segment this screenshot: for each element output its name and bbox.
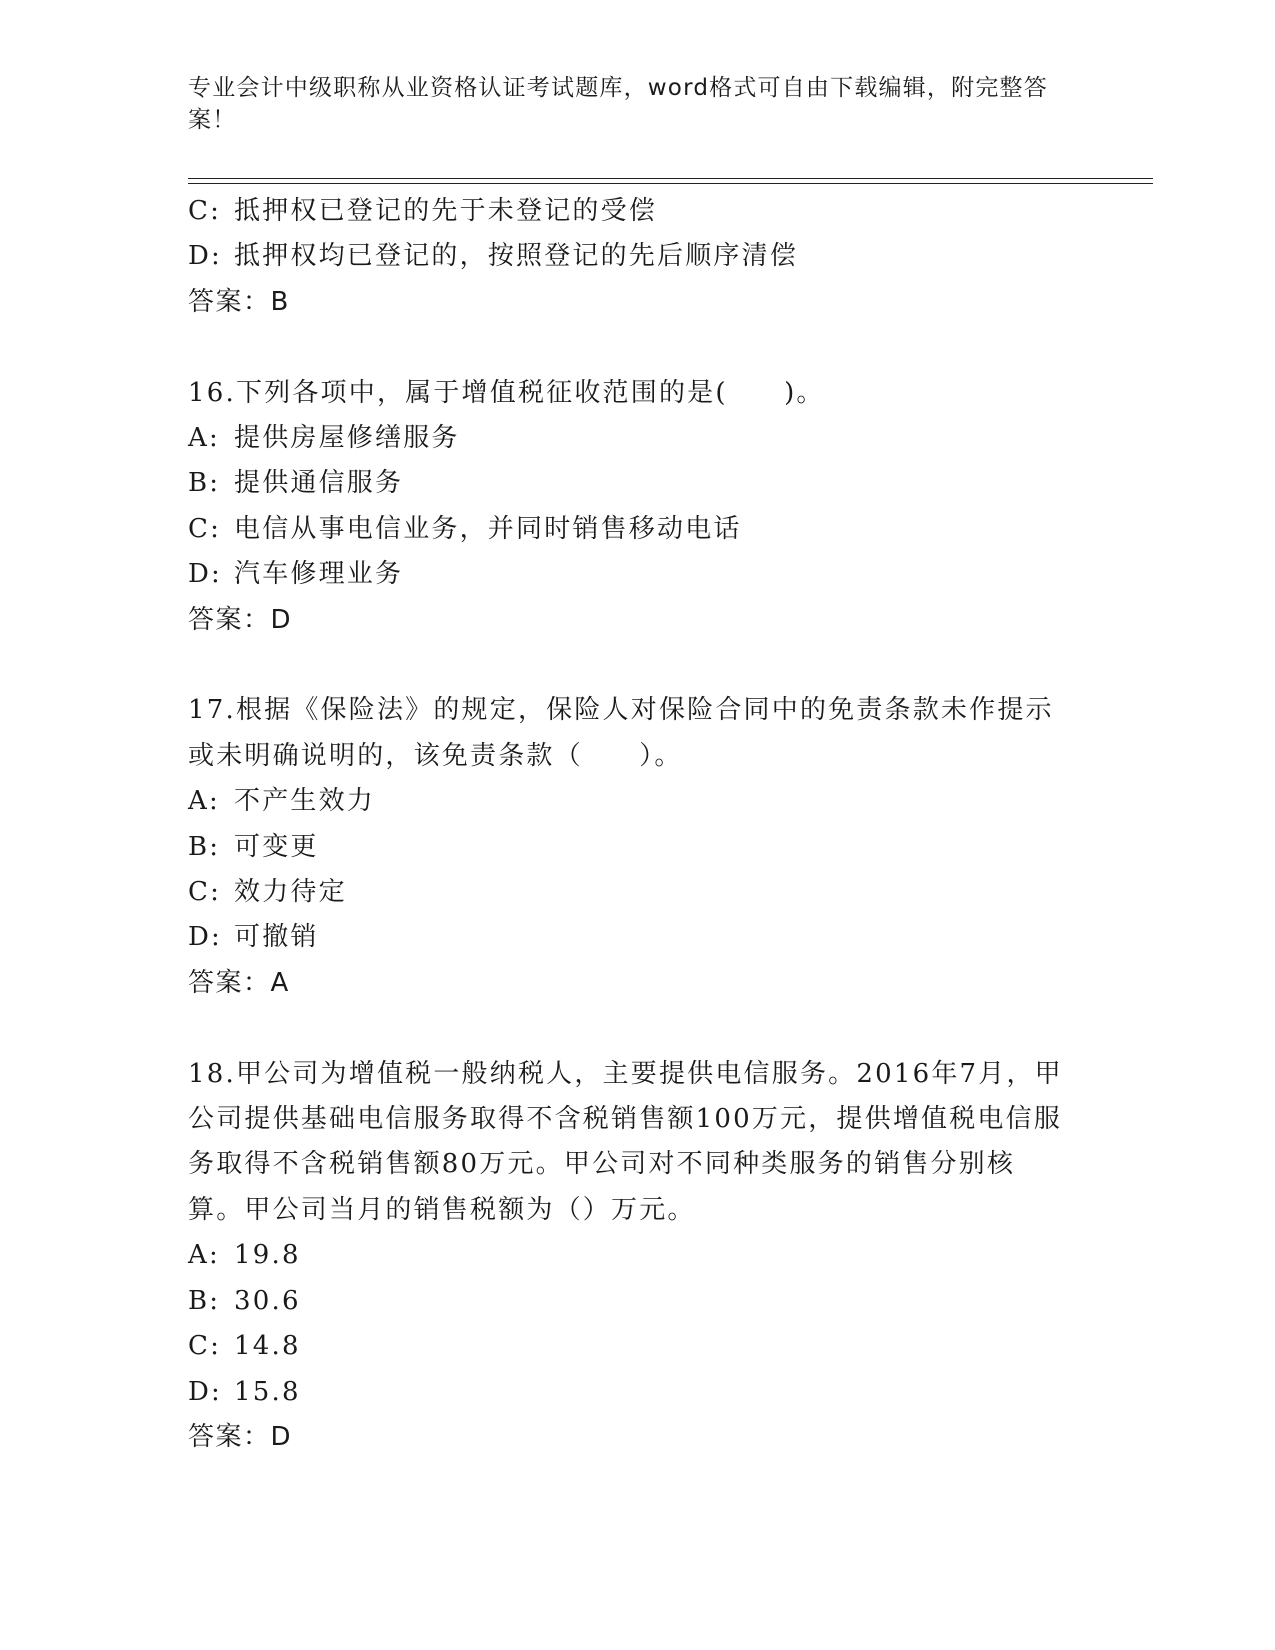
answer-line: 答案：B — [188, 286, 290, 317]
option-text: 效力待定 — [234, 877, 347, 908]
option-key: D: — [188, 1376, 223, 1407]
question-stem: 18.甲公司为增值税一般纳税人，主要提供电信服务。2016年7月，甲公司提供基础电信服务取得不含税销售额100万元，提供增值税电信服务取得不含税销售额80万元。甲公司对不同种类服务的销售分别核算。甲公司当月的销售税额为（）万元。 — [188, 1058, 1063, 1225]
option-a — [188, 416, 1088, 461]
option-text: 抵押权已登记的先于未登记的受偿 — [234, 196, 658, 226]
block-spacer — [188, 325, 1088, 370]
question-list — [188, 189, 1088, 1460]
option-text: 提供房屋修缮服务 — [234, 423, 460, 454]
option-key: C: — [188, 513, 222, 544]
option-text: 15.8 — [234, 1376, 301, 1407]
option-b — [188, 1279, 1088, 1324]
option-b — [188, 825, 1088, 870]
option-key: D: — [188, 241, 223, 272]
option-key: A: — [188, 1240, 220, 1271]
option-a — [188, 779, 1088, 824]
option-a — [188, 1233, 1088, 1278]
option-key: B: — [188, 468, 221, 499]
option-text: 可撤销 — [234, 922, 319, 953]
option-d — [188, 234, 1088, 279]
option-c — [188, 507, 1088, 552]
option-key: D: — [188, 559, 223, 590]
question-q18 — [188, 1052, 1088, 1461]
option-key: B: — [188, 831, 221, 862]
option-c — [188, 1324, 1088, 1369]
question-stem: 17.根据《保险法》的规定，保险人对保险合同中的免责条款未作提示或未明确说明的，该免责条款（ ）。 — [188, 695, 1054, 771]
option-key: B: — [188, 1285, 221, 1316]
option-key: C: — [188, 196, 222, 226]
header-rule-bottom — [188, 183, 1153, 184]
option-b — [188, 461, 1088, 506]
block-spacer — [188, 1006, 1088, 1051]
option-key: C: — [188, 1331, 222, 1362]
option-d — [188, 1370, 1088, 1415]
option-text: 14.8 — [234, 1331, 301, 1362]
question-stem: 16.下列各项中，属于增值税征收范围的是( )。 — [188, 377, 825, 408]
block-spacer — [188, 643, 1088, 688]
option-text: 提供通信服务 — [234, 468, 404, 499]
option-text: 抵押权均已登记的，按照登记的先后顺序清偿 — [234, 241, 799, 272]
answer-line: 答案：D — [188, 604, 293, 635]
option-key: A: — [188, 786, 220, 817]
option-text: 不产生效力 — [234, 786, 376, 817]
option-d — [188, 915, 1088, 960]
question-q16 — [188, 371, 1088, 643]
option-key: A: — [188, 423, 220, 454]
option-c — [188, 189, 1088, 234]
option-text: 汽车修理业务 — [234, 559, 404, 590]
option-text: 30.6 — [234, 1285, 301, 1316]
question-q15-tail — [188, 189, 1088, 325]
option-c — [188, 870, 1088, 915]
answer-line: 答案：D — [188, 1421, 293, 1452]
header-rule-top — [188, 178, 1153, 179]
document-header: 专业会计中级职称从业资格认证考试题库，word格式可自由下载编辑，附完整答案！ — [188, 75, 1048, 133]
option-d — [188, 552, 1088, 597]
option-key: C: — [188, 877, 222, 908]
option-text: 电信从事电信业务，并同时销售移动电话 — [234, 513, 742, 544]
option-text: 19.8 — [234, 1240, 301, 1271]
option-key: D: — [188, 922, 223, 953]
question-q17 — [188, 688, 1088, 1006]
answer-line: 答案：A — [188, 967, 290, 998]
option-text: 可变更 — [234, 831, 319, 862]
